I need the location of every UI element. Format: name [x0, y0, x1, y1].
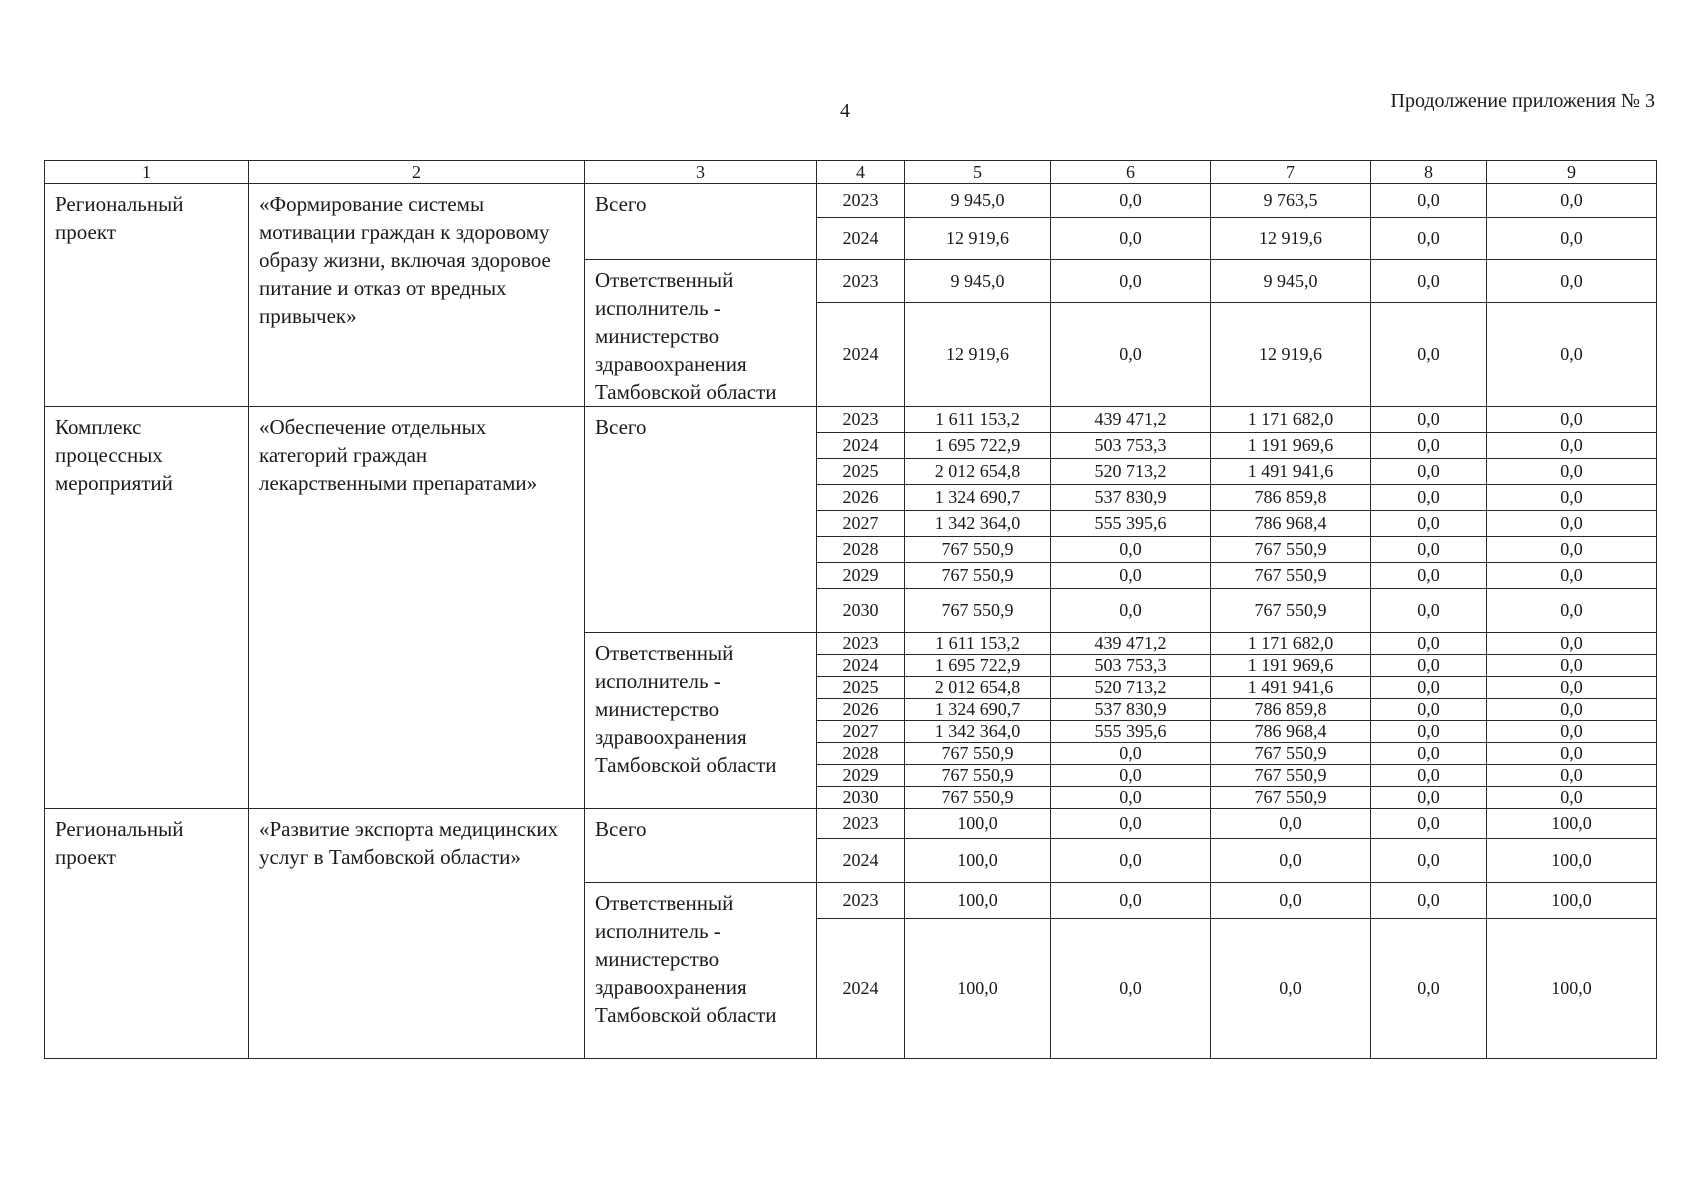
- value-cell-5: 1 342 364,0: [905, 721, 1051, 743]
- column-header-6: 6: [1051, 161, 1211, 184]
- value-cell-9: 0,0: [1487, 218, 1657, 260]
- value-cell-7: 767 550,9: [1211, 743, 1371, 765]
- value-cell-7: 0,0: [1211, 839, 1371, 883]
- year-cell: 2025: [817, 459, 905, 485]
- value-cell-7: 786 859,8: [1211, 699, 1371, 721]
- value-cell-8: 0,0: [1371, 809, 1487, 839]
- value-cell-7: 767 550,9: [1211, 589, 1371, 633]
- value-cell-7: 786 859,8: [1211, 485, 1371, 511]
- value-cell-7: 767 550,9: [1211, 563, 1371, 589]
- value-cell-6: 537 830,9: [1051, 699, 1211, 721]
- value-cell-8: 0,0: [1371, 407, 1487, 433]
- value-cell-9: 0,0: [1487, 721, 1657, 743]
- value-cell-6: 520 713,2: [1051, 459, 1211, 485]
- value-cell-9: 0,0: [1487, 787, 1657, 809]
- value-cell-6: 0,0: [1051, 883, 1211, 919]
- value-cell-6: 439 471,2: [1051, 633, 1211, 655]
- value-cell-5: 767 550,9: [905, 589, 1051, 633]
- value-cell-5: 767 550,9: [905, 563, 1051, 589]
- value-cell-7: 1 171 682,0: [1211, 407, 1371, 433]
- column-header-9: 9: [1487, 161, 1657, 184]
- value-cell-5: 1 611 153,2: [905, 633, 1051, 655]
- value-cell-6: 0,0: [1051, 787, 1211, 809]
- value-cell-5: 100,0: [905, 839, 1051, 883]
- budget-table: [44, 160, 1657, 1059]
- value-cell-7: 0,0: [1211, 919, 1371, 1059]
- value-cell-8: 0,0: [1371, 511, 1487, 537]
- value-cell-7: 12 919,6: [1211, 303, 1371, 407]
- value-cell-8: 0,0: [1371, 655, 1487, 677]
- value-cell-9: 0,0: [1487, 537, 1657, 563]
- year-cell: 2023: [817, 260, 905, 303]
- value-cell-9: 0,0: [1487, 633, 1657, 655]
- value-cell-7: 786 968,4: [1211, 511, 1371, 537]
- year-cell: 2024: [817, 433, 905, 459]
- value-cell-9: 0,0: [1487, 589, 1657, 633]
- value-cell-6: 0,0: [1051, 563, 1211, 589]
- value-cell-9: 0,0: [1487, 303, 1657, 407]
- section-type: Комплекс процессных мероприятий: [45, 407, 249, 809]
- value-cell-7: 9 763,5: [1211, 184, 1371, 218]
- value-cell-9: 100,0: [1487, 839, 1657, 883]
- section-name: «Формирование системы мотивации граждан к здоровому образу жизни, включая здоровое питание и отказ от вредных привычек»: [249, 184, 585, 407]
- value-cell-8: 0,0: [1371, 633, 1487, 655]
- year-cell: 2024: [817, 839, 905, 883]
- appendix-note: Продолжение приложения № 3: [1390, 90, 1655, 112]
- value-cell-9: 0,0: [1487, 459, 1657, 485]
- group-label: Всего: [585, 809, 817, 883]
- value-cell-7: 1 491 941,6: [1211, 677, 1371, 699]
- column-header-8: 8: [1371, 161, 1487, 184]
- table-row: [45, 184, 1657, 218]
- value-cell-8: 0,0: [1371, 699, 1487, 721]
- table-row: [45, 407, 1657, 433]
- value-cell-5: 12 919,6: [905, 303, 1051, 407]
- year-cell: 2024: [817, 303, 905, 407]
- column-header-4: 4: [817, 161, 905, 184]
- column-header-7: 7: [1211, 161, 1371, 184]
- value-cell-5: 100,0: [905, 883, 1051, 919]
- value-cell-9: 0,0: [1487, 485, 1657, 511]
- value-cell-9: 0,0: [1487, 655, 1657, 677]
- value-cell-6: 0,0: [1051, 589, 1211, 633]
- value-cell-6: 520 713,2: [1051, 677, 1211, 699]
- value-cell-9: 100,0: [1487, 883, 1657, 919]
- section-type: Региональный проект: [45, 184, 249, 407]
- value-cell-9: 0,0: [1487, 765, 1657, 787]
- year-cell: 2023: [817, 883, 905, 919]
- year-cell: 2023: [817, 809, 905, 839]
- year-cell: 2023: [817, 407, 905, 433]
- value-cell-6: 503 753,3: [1051, 655, 1211, 677]
- value-cell-9: 0,0: [1487, 260, 1657, 303]
- year-cell: 2027: [817, 511, 905, 537]
- group-label: Всего: [585, 184, 817, 260]
- page-number: 4: [840, 100, 850, 122]
- value-cell-6: 0,0: [1051, 919, 1211, 1059]
- year-cell: 2030: [817, 787, 905, 809]
- value-cell-6: 0,0: [1051, 537, 1211, 563]
- value-cell-6: 0,0: [1051, 743, 1211, 765]
- value-cell-7: 1 191 969,6: [1211, 655, 1371, 677]
- value-cell-5: 100,0: [905, 919, 1051, 1059]
- value-cell-6: 537 830,9: [1051, 485, 1211, 511]
- value-cell-8: 0,0: [1371, 433, 1487, 459]
- value-cell-8: 0,0: [1371, 765, 1487, 787]
- section-name: «Развитие экспорта медицинских услуг в Тамбовской области»: [249, 809, 585, 1059]
- year-cell: 2026: [817, 699, 905, 721]
- value-cell-5: 2 012 654,8: [905, 677, 1051, 699]
- value-cell-8: 0,0: [1371, 883, 1487, 919]
- value-cell-5: 9 945,0: [905, 260, 1051, 303]
- value-cell-5: 100,0: [905, 809, 1051, 839]
- header-row: [45, 161, 1657, 184]
- column-header-5: 5: [905, 161, 1051, 184]
- value-cell-9: 0,0: [1487, 407, 1657, 433]
- year-cell: 2024: [817, 919, 905, 1059]
- value-cell-7: 1 171 682,0: [1211, 633, 1371, 655]
- value-cell-6: 0,0: [1051, 839, 1211, 883]
- value-cell-5: 1 695 722,9: [905, 433, 1051, 459]
- section-type: Региональный проект: [45, 809, 249, 1059]
- value-cell-7: 786 968,4: [1211, 721, 1371, 743]
- group-label: Всего: [585, 407, 817, 633]
- value-cell-6: 439 471,2: [1051, 407, 1211, 433]
- year-cell: 2026: [817, 485, 905, 511]
- value-cell-9: 0,0: [1487, 563, 1657, 589]
- value-cell-7: 1 191 969,6: [1211, 433, 1371, 459]
- value-cell-8: 0,0: [1371, 677, 1487, 699]
- value-cell-8: 0,0: [1371, 743, 1487, 765]
- column-header-2: 2: [249, 161, 585, 184]
- value-cell-9: 0,0: [1487, 184, 1657, 218]
- value-cell-5: 767 550,9: [905, 537, 1051, 563]
- section-name: «Обеспечение отдельных категорий граждан лекарственными препаратами»: [249, 407, 585, 809]
- value-cell-8: 0,0: [1371, 919, 1487, 1059]
- value-cell-9: 0,0: [1487, 433, 1657, 459]
- year-cell: 2029: [817, 563, 905, 589]
- value-cell-6: 0,0: [1051, 303, 1211, 407]
- value-cell-7: 9 945,0: [1211, 260, 1371, 303]
- group-label: Ответственный исполнитель - министерство здравоохранения Тамбовской области: [585, 883, 817, 1059]
- table-row: [45, 809, 1657, 839]
- value-cell-9: 100,0: [1487, 809, 1657, 839]
- year-cell: 2024: [817, 655, 905, 677]
- value-cell-6: 0,0: [1051, 765, 1211, 787]
- value-cell-8: 0,0: [1371, 537, 1487, 563]
- year-cell: 2030: [817, 589, 905, 633]
- value-cell-8: 0,0: [1371, 589, 1487, 633]
- column-header-1: 1: [45, 161, 249, 184]
- value-cell-5: 767 550,9: [905, 787, 1051, 809]
- value-cell-8: 0,0: [1371, 485, 1487, 511]
- group-label: Ответственный исполнитель - министерство здравоохранения Тамбовской области: [585, 260, 817, 407]
- value-cell-7: 1 491 941,6: [1211, 459, 1371, 485]
- year-cell: 2027: [817, 721, 905, 743]
- year-cell: 2029: [817, 765, 905, 787]
- value-cell-8: 0,0: [1371, 303, 1487, 407]
- year-cell: 2025: [817, 677, 905, 699]
- value-cell-9: 0,0: [1487, 677, 1657, 699]
- value-cell-7: 767 550,9: [1211, 787, 1371, 809]
- year-cell: 2024: [817, 218, 905, 260]
- value-cell-8: 0,0: [1371, 563, 1487, 589]
- column-header-3: 3: [585, 161, 817, 184]
- value-cell-5: 1 324 690,7: [905, 699, 1051, 721]
- value-cell-6: 0,0: [1051, 218, 1211, 260]
- value-cell-7: 0,0: [1211, 883, 1371, 919]
- value-cell-6: 555 395,6: [1051, 721, 1211, 743]
- value-cell-8: 0,0: [1371, 839, 1487, 883]
- value-cell-5: 1 342 364,0: [905, 511, 1051, 537]
- value-cell-8: 0,0: [1371, 459, 1487, 485]
- value-cell-8: 0,0: [1371, 260, 1487, 303]
- value-cell-9: 0,0: [1487, 511, 1657, 537]
- value-cell-5: 1 611 153,2: [905, 407, 1051, 433]
- value-cell-7: 767 550,9: [1211, 765, 1371, 787]
- value-cell-8: 0,0: [1371, 218, 1487, 260]
- value-cell-8: 0,0: [1371, 184, 1487, 218]
- value-cell-6: 555 395,6: [1051, 511, 1211, 537]
- year-cell: 2023: [817, 184, 905, 218]
- value-cell-5: 1 695 722,9: [905, 655, 1051, 677]
- value-cell-8: 0,0: [1371, 721, 1487, 743]
- value-cell-5: 2 012 654,8: [905, 459, 1051, 485]
- value-cell-5: 767 550,9: [905, 743, 1051, 765]
- value-cell-8: 0,0: [1371, 787, 1487, 809]
- value-cell-9: 0,0: [1487, 699, 1657, 721]
- value-cell-7: 12 919,6: [1211, 218, 1371, 260]
- value-cell-9: 100,0: [1487, 919, 1657, 1059]
- value-cell-6: 503 753,3: [1051, 433, 1211, 459]
- value-cell-9: 0,0: [1487, 743, 1657, 765]
- value-cell-6: 0,0: [1051, 260, 1211, 303]
- value-cell-5: 12 919,6: [905, 218, 1051, 260]
- value-cell-7: 767 550,9: [1211, 537, 1371, 563]
- value-cell-6: 0,0: [1051, 809, 1211, 839]
- year-cell: 2023: [817, 633, 905, 655]
- value-cell-5: 767 550,9: [905, 765, 1051, 787]
- year-cell: 2028: [817, 537, 905, 563]
- value-cell-5: 9 945,0: [905, 184, 1051, 218]
- value-cell-5: 1 324 690,7: [905, 485, 1051, 511]
- value-cell-7: 0,0: [1211, 809, 1371, 839]
- value-cell-6: 0,0: [1051, 184, 1211, 218]
- group-label: Ответственный исполнитель - министерство здравоохранения Тамбовской области: [585, 633, 817, 809]
- year-cell: 2028: [817, 743, 905, 765]
